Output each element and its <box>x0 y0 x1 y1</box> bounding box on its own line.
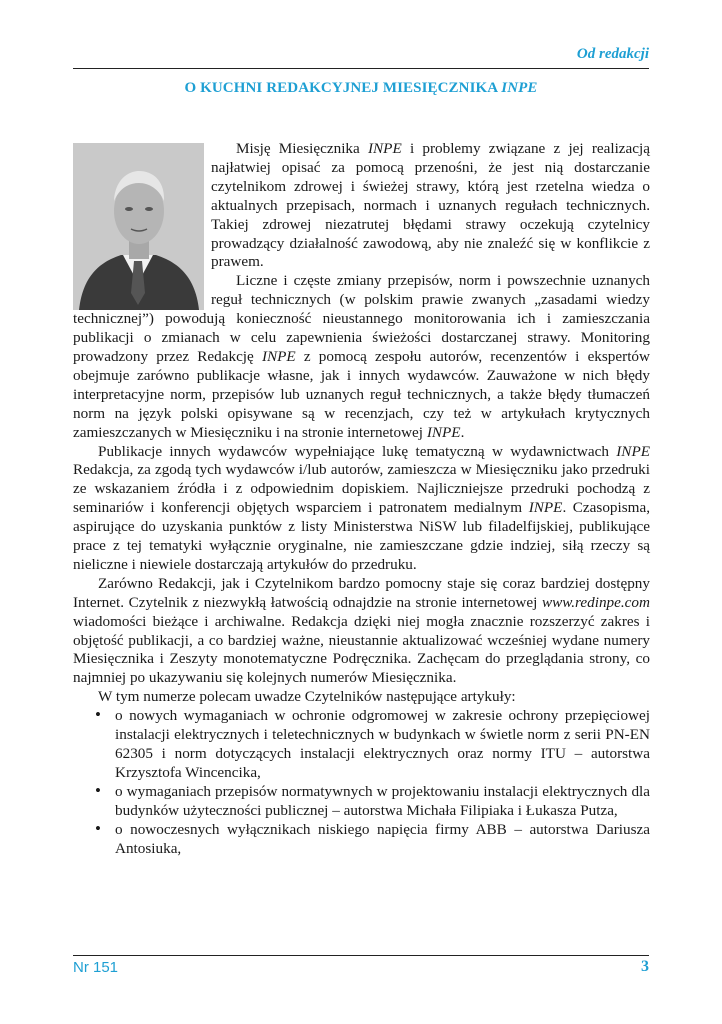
section-label: Od redakcji <box>576 46 649 62</box>
text-run: i problemy związane z jej realizacją najłatwiej opisać za pomocą przenośni, że jest nią dostarczanie czytelnikom zdrowej i świeżej strawy, którą jest rzetelna wiedza o aktualnych przepisach, normach i uznanych regułach technicznych. Takiej zdrowej niezatrutej błędami strawy oczekują czytelnicy prowadzący działalność zawodową, aby nie znaleźć się w konflikcie z prawem. <box>211 140 650 271</box>
list-item: • o nowoczesnych wyłącznikach niskiego napięcia firmy ABB – autorstwa Dariusza Antosiuka, <box>73 821 650 859</box>
paragraph-4 <box>73 575 650 688</box>
text-run: . Czasopisma, aspirujące do uzyskania punktów z listy Ministerstwa NiSW lub filadelfijskiej, publikujące prace z tej tematyki wyłącznie oryginalne, nie zamieszczane gdzie indziej, siłą rzeczy są nieliczne i niewiele dostarczają artykułów do przedruku. <box>73 499 650 573</box>
text-run-italic: INPE <box>261 347 296 365</box>
text-run-italic: INPE <box>367 140 402 157</box>
article-body <box>73 140 650 858</box>
title-main: O KUCHNI REDAKCYJNEJ MIESIĘCZNIKA <box>184 80 502 96</box>
title-italic: INPE <box>501 80 538 96</box>
paragraph-3 <box>73 443 650 575</box>
list-item: • o wymaganiach przepisów normatywnych w projektowaniu instalacji elektrycznych dla budynków użyteczności publicznej – autorstwa Michała Filipiaka i Łukasza Putza, <box>73 783 650 821</box>
text-run-italic: INPE <box>616 442 650 460</box>
text-run-italic: INPE <box>426 423 461 441</box>
text-run: Redakcja, za zgodą tych wydawców i/lub autorów, zamieszcza w Miesięczniku jako przedruki ze wskazaniem źródła i z odpowiednim dopiskiem. Najliczniejsze przedruki pochodzą z seminariów i konferencji objętych wsparciem i patronatem medialnym <box>73 461 650 517</box>
text-run-italic: INPE <box>528 499 563 517</box>
text-run: Zarówno Redakcji, jak i Czytelnikom bardzo pomocny staje się coraz bardziej dostępny Internet. Czytelnik z niezwykłą łatwością odnajdzie na stronie internetowej <box>73 574 650 611</box>
text-run: wiadomości bieżące i archiwalne. Redakcja dzięki niej mogła znacznie rozszerzyć zakres i objętość publikacji, a co bardziej ważne, nieustannie aktualizować wcześniej wydane numery Miesięcznika i Zeszyty monotematyczne Podręcznika. Zachęcam do przeglądania strony, co najmniej po ukazywaniu się kolejnych numerów Miesięcznika. <box>73 612 650 687</box>
text-run: . <box>460 423 465 441</box>
page-number: 3 <box>641 958 649 975</box>
paragraph-5: W tym numerze polecam uwadze Czytelników następujące artykuły: <box>98 688 516 706</box>
issue-number: Nr 151 <box>73 959 119 976</box>
recommended-articles-list <box>73 707 650 858</box>
photo-float-space <box>73 140 211 310</box>
text-run: z pomocą zespołu autorów, recenzentów i ekspertów obejmuje zarówno publikacje własne, jak i innych wydawców. Zauważone w nich błędy interpretacyjne norm, przepisów lub uznanych reguł technicznych, a także błędy tłumaczeń norm na język polski opisywane są w recenzjach, czy też w artykułach krytycznych zamieszczanych w Miesięczniku i na stronie internetowej <box>73 347 650 441</box>
text-run: Publikacje innych wydawców wypełniające lukę tematyczną w wydawnictwach <box>98 442 617 460</box>
text-run: Misję Miesięcznika <box>236 140 368 157</box>
header-divider <box>73 68 649 69</box>
article-title <box>73 80 649 97</box>
website-link[interactable]: www.redinpe.com <box>542 593 650 611</box>
list-item: • o nowych wymaganiach w ochronie odgromowej w zakresie ochrony przepięciowej instalacji elektrycznych i teletechnicznych w budynkach w świetle norm z serii PN-EN 62305 i norm dotyczących instalacji elektrycznych oraz normy ITU – autorstwa Krzysztofa Wincencika, <box>73 707 650 783</box>
text-run: Liczne i częste zmiany przepisów, norm i powszechnie uznanych reguł technicznych (w polskim prawie zwanych „zasadami wiedzy technicznej”) powodują konieczność nieustannego monitorowania ich i zamieszczania publikacji o zmianach w celu zapewnienia świeżości dostarczanej strawy. Monitoring prowadzony przez Redakcję <box>73 272 650 365</box>
footer-divider <box>73 955 649 956</box>
